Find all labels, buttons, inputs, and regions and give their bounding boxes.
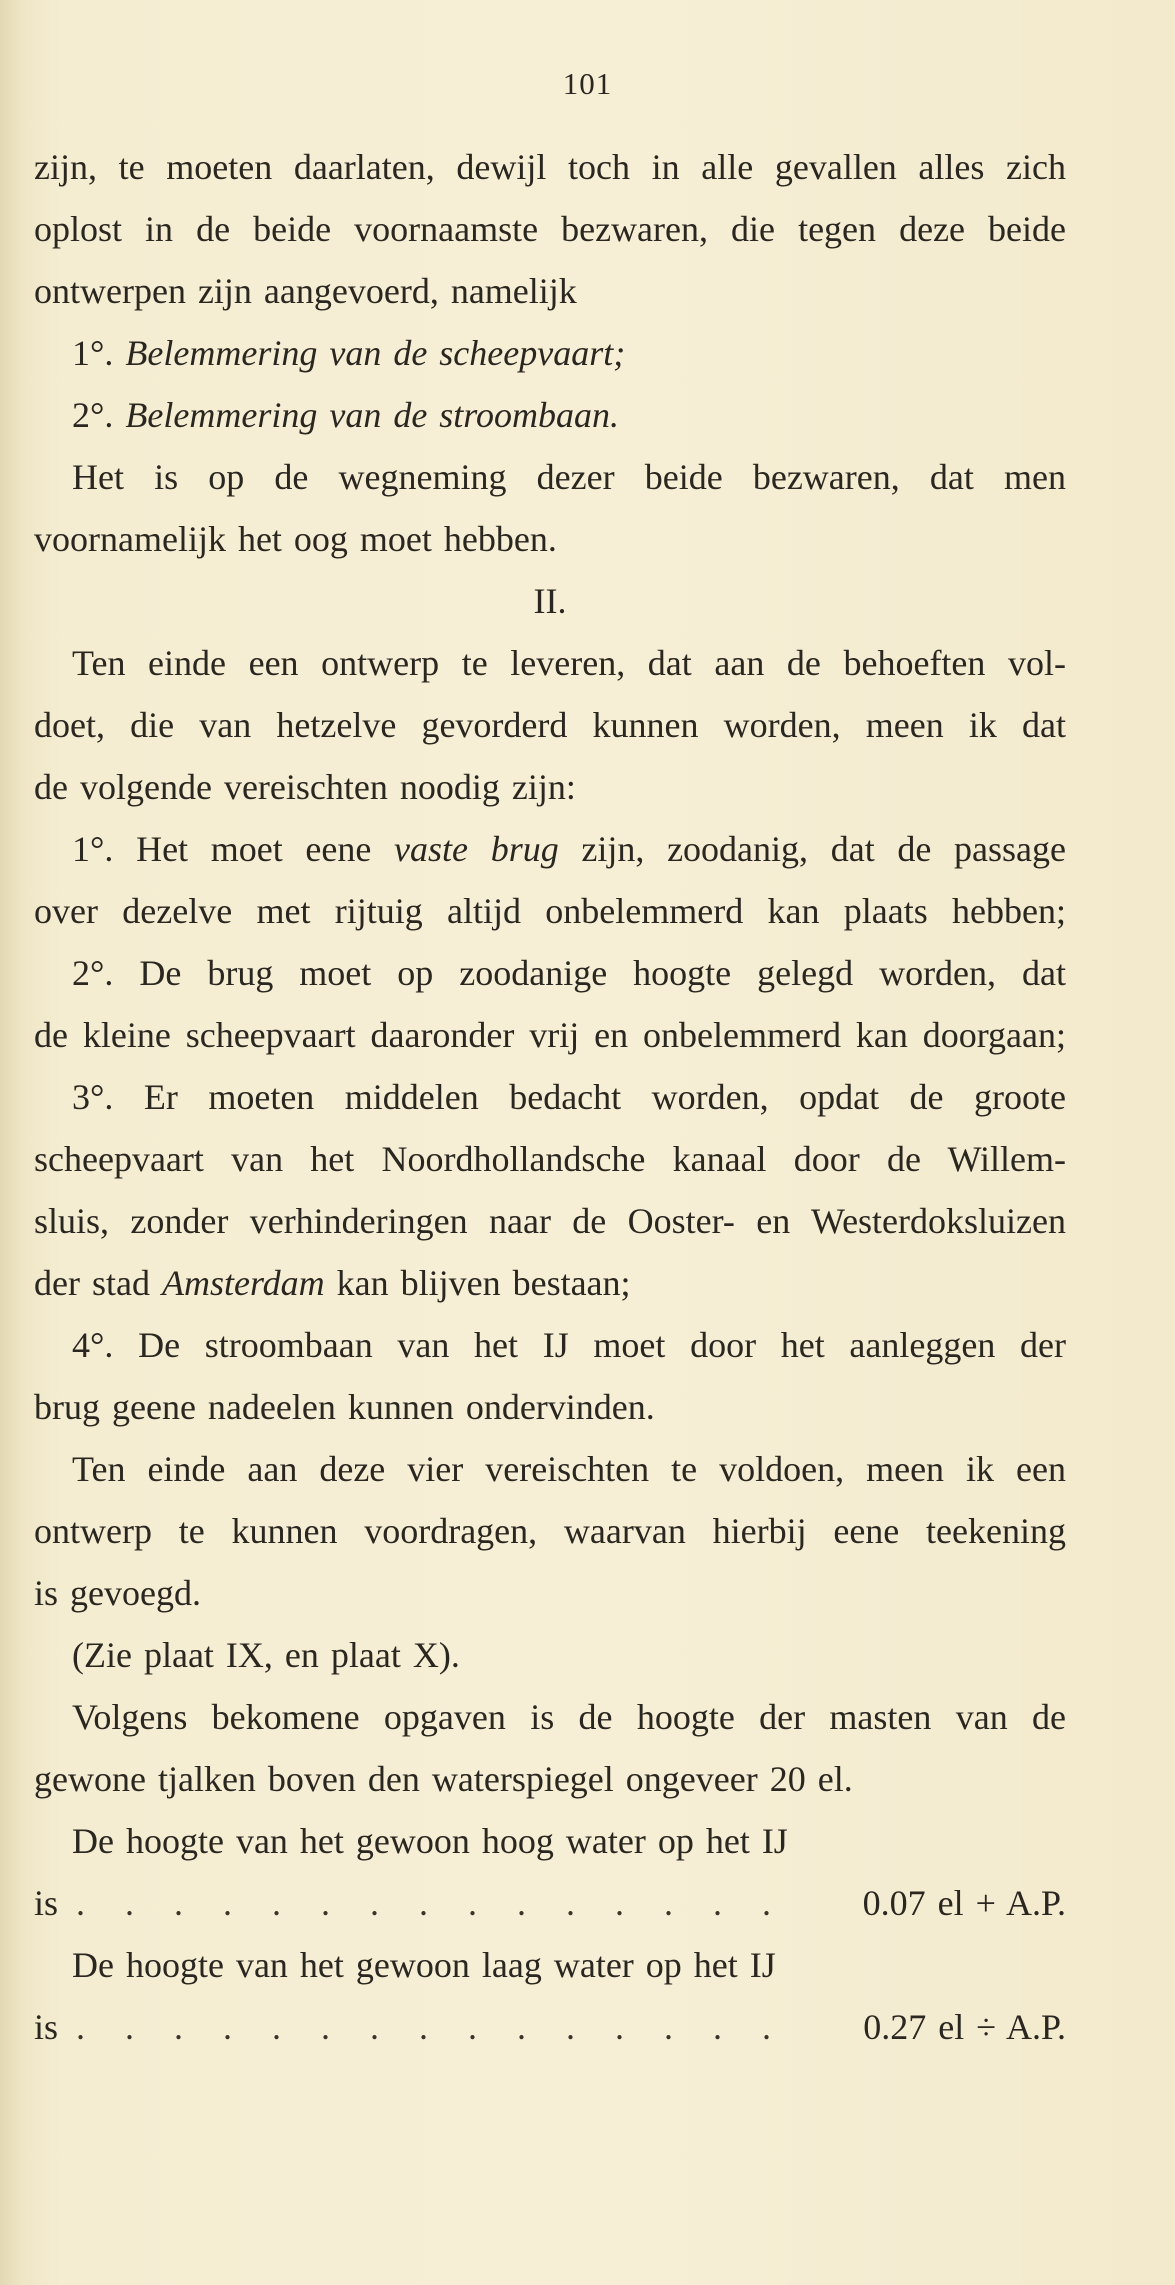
text-line xyxy=(34,1252,1066,1314)
text-span: der stad xyxy=(34,1263,150,1303)
text-line: doet, die van hetzelve gevorderd kunnen worden, meen ik dat xyxy=(34,705,1066,745)
dot-leader: . . . . . . . . . . . . . . . xyxy=(76,1883,786,1923)
text-line: Volgens bekomene opgaven is de hoogte der masten van de xyxy=(72,1697,1066,1737)
text-line: ontwerp te kunnen voordragen, waarvan hierbij eene teekening xyxy=(34,1511,1066,1551)
leader-lead: is xyxy=(34,2007,59,2047)
leader-value: 0.07 el + A.P. xyxy=(862,1883,1066,1923)
text-line: Ten einde een ontwerp te leveren, dat aan de behoeften vol- xyxy=(72,643,1066,683)
text-line: gewone tjalken boven den waterspiegel ongeveer 20 el. xyxy=(34,1759,853,1799)
text-span: zijn, zoodanig, dat de passage xyxy=(581,829,1067,869)
text-line: (Zie plaat IX, en plaat X). xyxy=(72,1635,460,1675)
text-line: over dezelve met rijtuig altijd onbelemmerd kan plaats hebben; xyxy=(34,891,1066,931)
list-number: 1°. xyxy=(72,333,114,373)
text-line: Het is op de wegneming dezer beide bezwaren, dat men xyxy=(72,457,1066,497)
italic-text: Belemmering van de stroombaan. xyxy=(125,395,619,435)
list-item xyxy=(34,322,1066,384)
text-line: voornamelijk het oog moet hebben. xyxy=(34,519,557,559)
text-line: zijn, te moeten daarlaten, dewijl toch in alle gevallen alles zich xyxy=(34,147,1066,187)
text-line: sluis, zonder verhinderingen naar de Ooster- en Westerdoksluizen xyxy=(34,1201,1066,1241)
text-line: de kleine scheepvaart daaronder vrij en onbelemmerd kan doorgaan; xyxy=(34,1015,1066,1055)
italic-text: Amsterdam xyxy=(161,1263,325,1303)
leader-line xyxy=(34,1872,1066,1934)
list-item: 2°. De brug moet op zoodanige hoogte gelegd worden, dat xyxy=(72,953,1066,993)
page-number: 101 xyxy=(562,66,613,101)
leader-value: 0.27 el ÷ A.P. xyxy=(863,2007,1066,2047)
italic-text: vaste brug xyxy=(394,829,559,869)
text-line: De hoogte van het gewoon laag water op het IJ xyxy=(72,1945,776,1985)
list-number: 2°. xyxy=(72,395,114,435)
text-span: kan blijven bestaan; xyxy=(336,1263,631,1303)
dot-leader: . . . . . . . . . . . . . . . xyxy=(76,2007,786,2047)
text-span: 1°. Het moet eene xyxy=(72,829,372,869)
list-item: 3°. Er moeten middelen bedacht worden, opdat de groote xyxy=(72,1077,1066,1117)
text-line: brug geene nadeelen kunnen ondervinden. xyxy=(34,1387,655,1427)
list-item xyxy=(34,818,1066,880)
list-item xyxy=(34,384,1066,446)
italic-text: Belemmering van de scheepvaart; xyxy=(125,333,626,373)
leader-lead: is xyxy=(34,1883,59,1923)
text-line: oplost in de beide voornaamste bezwaren, die tegen deze beide xyxy=(34,209,1066,249)
section-heading: II. xyxy=(533,581,567,621)
text-line: Ten einde aan deze vier vereischten te voldoen, meen ik een xyxy=(72,1449,1066,1489)
text-line: De hoogte van het gewoon hoog water op het IJ xyxy=(72,1821,788,1861)
text-line: de volgende vereischten noodig zijn: xyxy=(34,767,576,807)
text-line: ontwerpen zijn aangevoerd, namelijk xyxy=(34,271,577,311)
body-text xyxy=(34,136,1066,2058)
list-item: 4°. De stroombaan van het IJ moet door het aanleggen der xyxy=(72,1325,1066,1365)
leader-line xyxy=(34,1996,1066,2058)
text-line: scheepvaart van het Noordhollandsche kanaal door de Willem- xyxy=(34,1139,1066,1179)
text-line: is gevoegd. xyxy=(34,1573,201,1613)
